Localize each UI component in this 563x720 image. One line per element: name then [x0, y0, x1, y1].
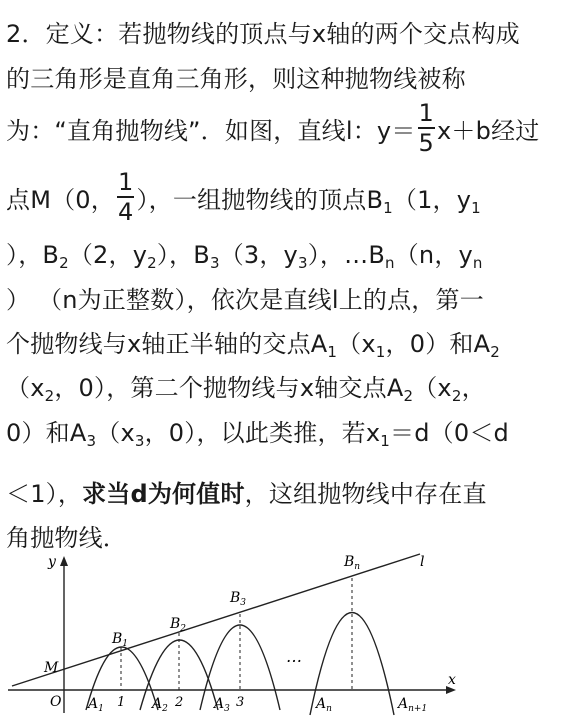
- subscript: 3: [134, 432, 145, 450]
- parabola-figure: [0, 550, 563, 720]
- point-an1-label: [396, 696, 427, 714]
- subscript: 3: [209, 254, 220, 272]
- text-line-10: [6, 474, 487, 509]
- tick-1-label: 1: [117, 695, 126, 710]
- text-segment: ，0），第二个抛物线与x轴交点A: [54, 374, 404, 402]
- subscript: 3: [86, 432, 97, 450]
- text-line-11: 角抛物线．: [6, 524, 127, 552]
- label-subscript: 2: [180, 624, 187, 634]
- point-a2-label: [150, 696, 168, 714]
- text-segment: ），B: [6, 241, 60, 269]
- fraction-denominator: 4: [117, 198, 134, 226]
- origin-label: O: [50, 694, 62, 710]
- text-segment: （3，y: [219, 241, 298, 269]
- fraction-one-fifth: [418, 101, 435, 155]
- point-b1-label: [111, 631, 128, 649]
- subscript: 1: [383, 199, 393, 217]
- label-letter: B: [344, 554, 355, 570]
- subscript: 2: [59, 254, 69, 272]
- label-subscript: 1: [98, 704, 104, 714]
- text-segment: x＋b经过: [437, 117, 540, 145]
- subscript: 1: [327, 343, 338, 361]
- text-line-1: 2．定义：若抛物线的顶点与x轴的两个交点构成: [6, 20, 520, 48]
- fraction-numerator: 1: [418, 99, 435, 127]
- point-an-label: [314, 696, 332, 714]
- text-segment: ，这组抛物线中存在直: [244, 480, 487, 508]
- text-line-8: [6, 368, 486, 405]
- subscript: 1: [375, 343, 386, 361]
- label-subscript: n: [354, 562, 361, 572]
- text-segment: ），一组抛物线的顶点B: [136, 186, 384, 214]
- fraction-denominator: 5: [418, 129, 435, 157]
- label-letter: A: [316, 696, 327, 712]
- subscript: 2: [490, 343, 500, 361]
- text-segment: ，0），以此类推，若x: [144, 419, 381, 447]
- label-subscript: 1: [122, 639, 129, 649]
- ellipsis-dots: …: [286, 647, 302, 666]
- subscript: n: [384, 254, 395, 272]
- label-subscript: n: [326, 704, 332, 714]
- subscript: 2: [44, 387, 55, 405]
- text-segment: ＜1），: [6, 480, 83, 508]
- label-letter: B: [230, 590, 241, 606]
- line-l-label: l: [420, 554, 425, 570]
- label-letter: A: [152, 696, 163, 712]
- subscript: 1: [471, 199, 481, 217]
- text-line-9: [6, 413, 509, 450]
- text-segment: ，: [461, 374, 486, 402]
- tick-2-label: 2: [175, 695, 184, 710]
- line-l: [12, 554, 420, 686]
- label-letter: B: [112, 631, 123, 647]
- text-segment: （2，y: [68, 241, 148, 269]
- subscript: 2: [147, 254, 157, 272]
- tick-3-label: 3: [236, 695, 245, 710]
- y-axis-arrow-icon: [60, 556, 68, 566]
- text-segment: 0）和A: [6, 419, 87, 447]
- x-axis-label: x: [448, 672, 456, 688]
- label-subscript: n+1: [408, 704, 428, 714]
- subscript: 3: [297, 254, 308, 272]
- text-segment: 点M（0，: [6, 186, 115, 214]
- label-subscript: 3: [224, 704, 230, 714]
- text-segment: （n，y: [394, 241, 473, 269]
- label-subscript: 2: [162, 704, 168, 714]
- label-letter: A: [398, 696, 409, 712]
- label-letter: B: [170, 616, 181, 632]
- point-b3-label: [229, 590, 246, 608]
- text-segment: （1，y: [392, 186, 472, 214]
- question-emphasis: 求当d为何值时: [82, 480, 245, 508]
- y-axis-label: y: [48, 554, 56, 570]
- text-line-2: 的三角形是直角三角形，则这种抛物线被称: [6, 65, 466, 93]
- label-letter: A: [88, 696, 99, 712]
- text-segment: ＝d（0＜d: [390, 419, 509, 447]
- text-segment: 为：“直角抛物线”．如图，直线l：y＝: [6, 117, 416, 145]
- text-segment: ），…B: [307, 241, 385, 269]
- text-segment: ，0）和A: [385, 330, 491, 358]
- point-b2-label: [169, 616, 186, 634]
- text-line-7: [6, 324, 500, 361]
- subscript: 2: [403, 387, 414, 405]
- point-a1-label: [86, 696, 104, 714]
- text-segment: （x: [413, 374, 452, 402]
- fraction-numerator: 1: [117, 168, 134, 196]
- text-segment: ），B: [156, 241, 210, 269]
- text-line-4: [6, 168, 481, 228]
- label-letter: A: [214, 696, 225, 712]
- text-line-6: ） （n为正整数），依次是直线l上的点，第一: [6, 286, 484, 314]
- subscript: 1: [380, 432, 391, 450]
- text-segment: （x: [6, 374, 45, 402]
- point-bn-label: [343, 554, 360, 572]
- text-segment: （x: [337, 330, 376, 358]
- fraction-one-quarter: [117, 170, 134, 224]
- text-line-5: [6, 235, 483, 272]
- text-segment: （x: [96, 419, 135, 447]
- label-subscript: 3: [240, 598, 247, 608]
- point-a3-label: [212, 696, 230, 714]
- text-line-3: [6, 99, 540, 159]
- text-segment: 个抛物线与x轴正半轴的交点A: [6, 330, 328, 358]
- point-m-label: M: [44, 660, 59, 676]
- subscript: 2: [451, 387, 462, 405]
- subscript: n: [472, 254, 483, 272]
